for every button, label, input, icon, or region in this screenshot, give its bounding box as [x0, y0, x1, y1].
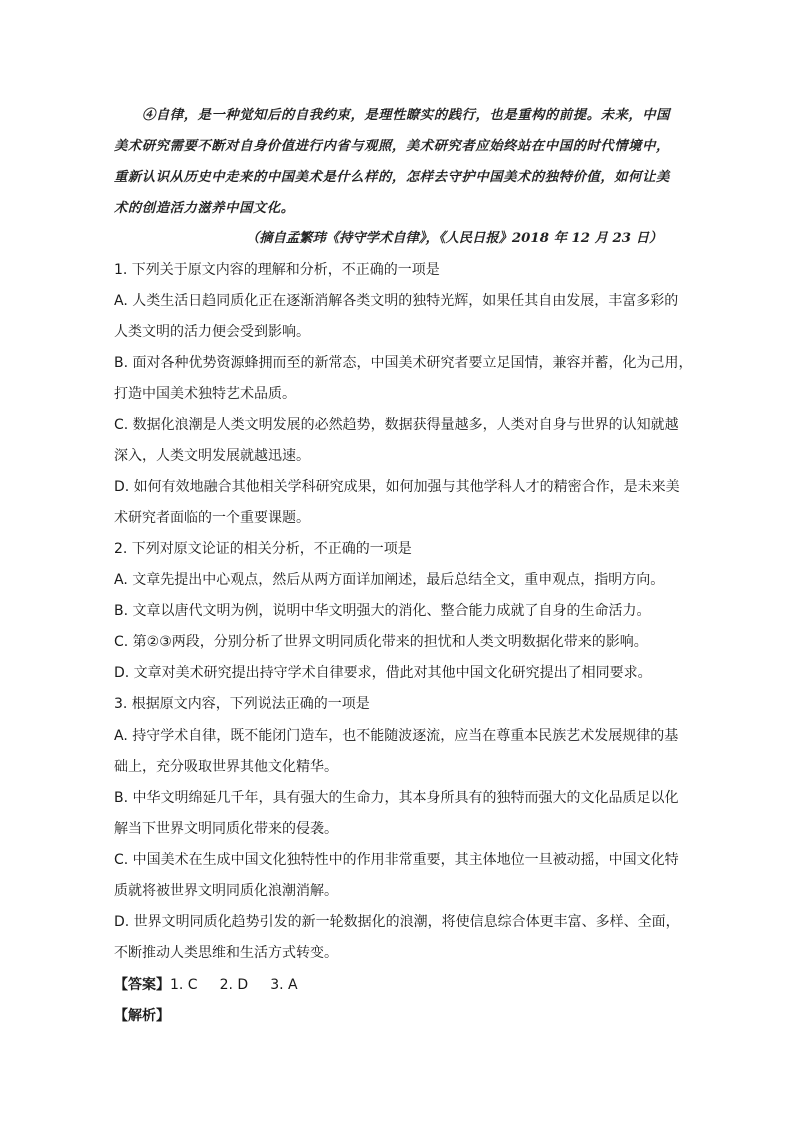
question-3-option-c-cont: 质就将被世界文明同质化浪潮消解。 — [114, 883, 338, 899]
question-3-option-c: C. 中国美术在生成中国文化独特性中的作用非常重要，其主体地位一旦被动摇，中国文化特 — [114, 852, 679, 868]
quote-paragraph — [114, 100, 684, 224]
question-2-option-a: A. 文章先提出中心观点，然后从两方面详加阐述，最后总结全文，重申观点，指明方向。 — [114, 572, 665, 588]
answer-item: 1. C — [170, 977, 198, 993]
question-1-stem: 1. 下列关于原文内容的理解和分析，不正确的一项是 — [114, 262, 440, 278]
question-2-option-b: B. 文章以唐代文明为例，说明中华文明强大的消化、整合能力成就了自身的生命活力。 — [114, 603, 651, 619]
question-1-option-a-cont: 人类文明的活力便会受到影响。 — [114, 324, 310, 340]
answer-item: 2. D — [219, 977, 249, 993]
quote-source: （摘自孟繁玮《持守学术自律》，《人民日报》2018 年 12 月 23 日） — [246, 231, 663, 246]
question-1-option-c-cont: 深入，人类文明发展就越迅速。 — [114, 448, 310, 464]
question-2-option-c: C. 第②③两段，分别分析了世界文明同质化带来的担忧和人类文明数据化带来的影响。 — [114, 634, 648, 650]
question-1-option-a: A. 人类生活日趋同质化正在逐渐消解各类文明的独特光辉，如果任其自由发展，丰富多彩的 — [114, 293, 679, 309]
quote-line: 术的创造活力滋养中国文化。 — [114, 201, 295, 216]
question-3-option-d: D. 世界文明同质化趋势引发的新一轮数据化的浪潮，将使信息综合体更丰富、多样、全面， — [114, 914, 680, 930]
answer-label: 【答案】 — [114, 977, 170, 993]
answer-item: 3. A — [270, 977, 298, 993]
question-1-option-c: C. 数据化浪潮是人类文明发展的必然趋势，数据获得量越多，人类对自身与世界的认知就越 — [114, 417, 679, 433]
question-3-option-a: A. 持守学术自律，既不能闭门造车，也不能随波逐流，应当在尊重本民族艺术发展规律的基 — [114, 728, 679, 744]
question-3-option-b: B. 中华文明绵延几千年，具有强大的生命力，其本身所具有的独特而强大的文化品质足以化 — [114, 790, 679, 806]
question-2-stem: 2. 下列对原文论证的相关分析，不正确的一项是 — [114, 541, 412, 557]
question-1-option-b: B. 面对各种优势资源蜂拥而至的新常态，中国美术研究者要立足国情，兼容并蓄，化为己用， — [114, 355, 693, 371]
quote-line: ④自律，是一种觉知后的自我约束，是理性瞭实的践行，也是重构的前提。未来，中国 — [142, 108, 671, 123]
quote-line: 重新认识从历史中走来的中国美术是什么样的，怎样去守护中国美术的独特价值，如何让美 — [114, 170, 670, 185]
question-3-option-d-cont: 不断推动人类思维和生活方式转变。 — [114, 945, 338, 961]
analysis-label: 【解析】 — [114, 1008, 170, 1024]
question-1-option-b-cont: 打造中国美术独特艺术品质。 — [114, 386, 296, 402]
question-2-option-d: D. 文章对美术研究提出持守学术自律要求，借此对其他中国文化研究提出了相同要求。 — [114, 665, 652, 681]
question-3-stem: 3. 根据原文内容，下列说法正确的一项是 — [114, 696, 370, 712]
answer-line — [114, 974, 298, 994]
question-3-option-b-cont: 解当下世界文明同质化带来的侵袭。 — [114, 821, 338, 837]
question-1-option-d-cont: 术研究者面临的一个重要课题。 — [114, 510, 310, 526]
quote-line: 美术研究需要不断对自身价值进行内省与观照，美术研究者应始终站在中国的时代情境中， — [114, 139, 670, 154]
analysis-line — [114, 1005, 170, 1025]
question-3-option-a-cont: 础上，充分吸取世界其他文化精华。 — [114, 759, 338, 775]
question-1-option-d: D. 如何有效地融合其他相关学科研究成果，如何加强与其他学科人才的精密合作，是未来美 — [114, 479, 680, 495]
